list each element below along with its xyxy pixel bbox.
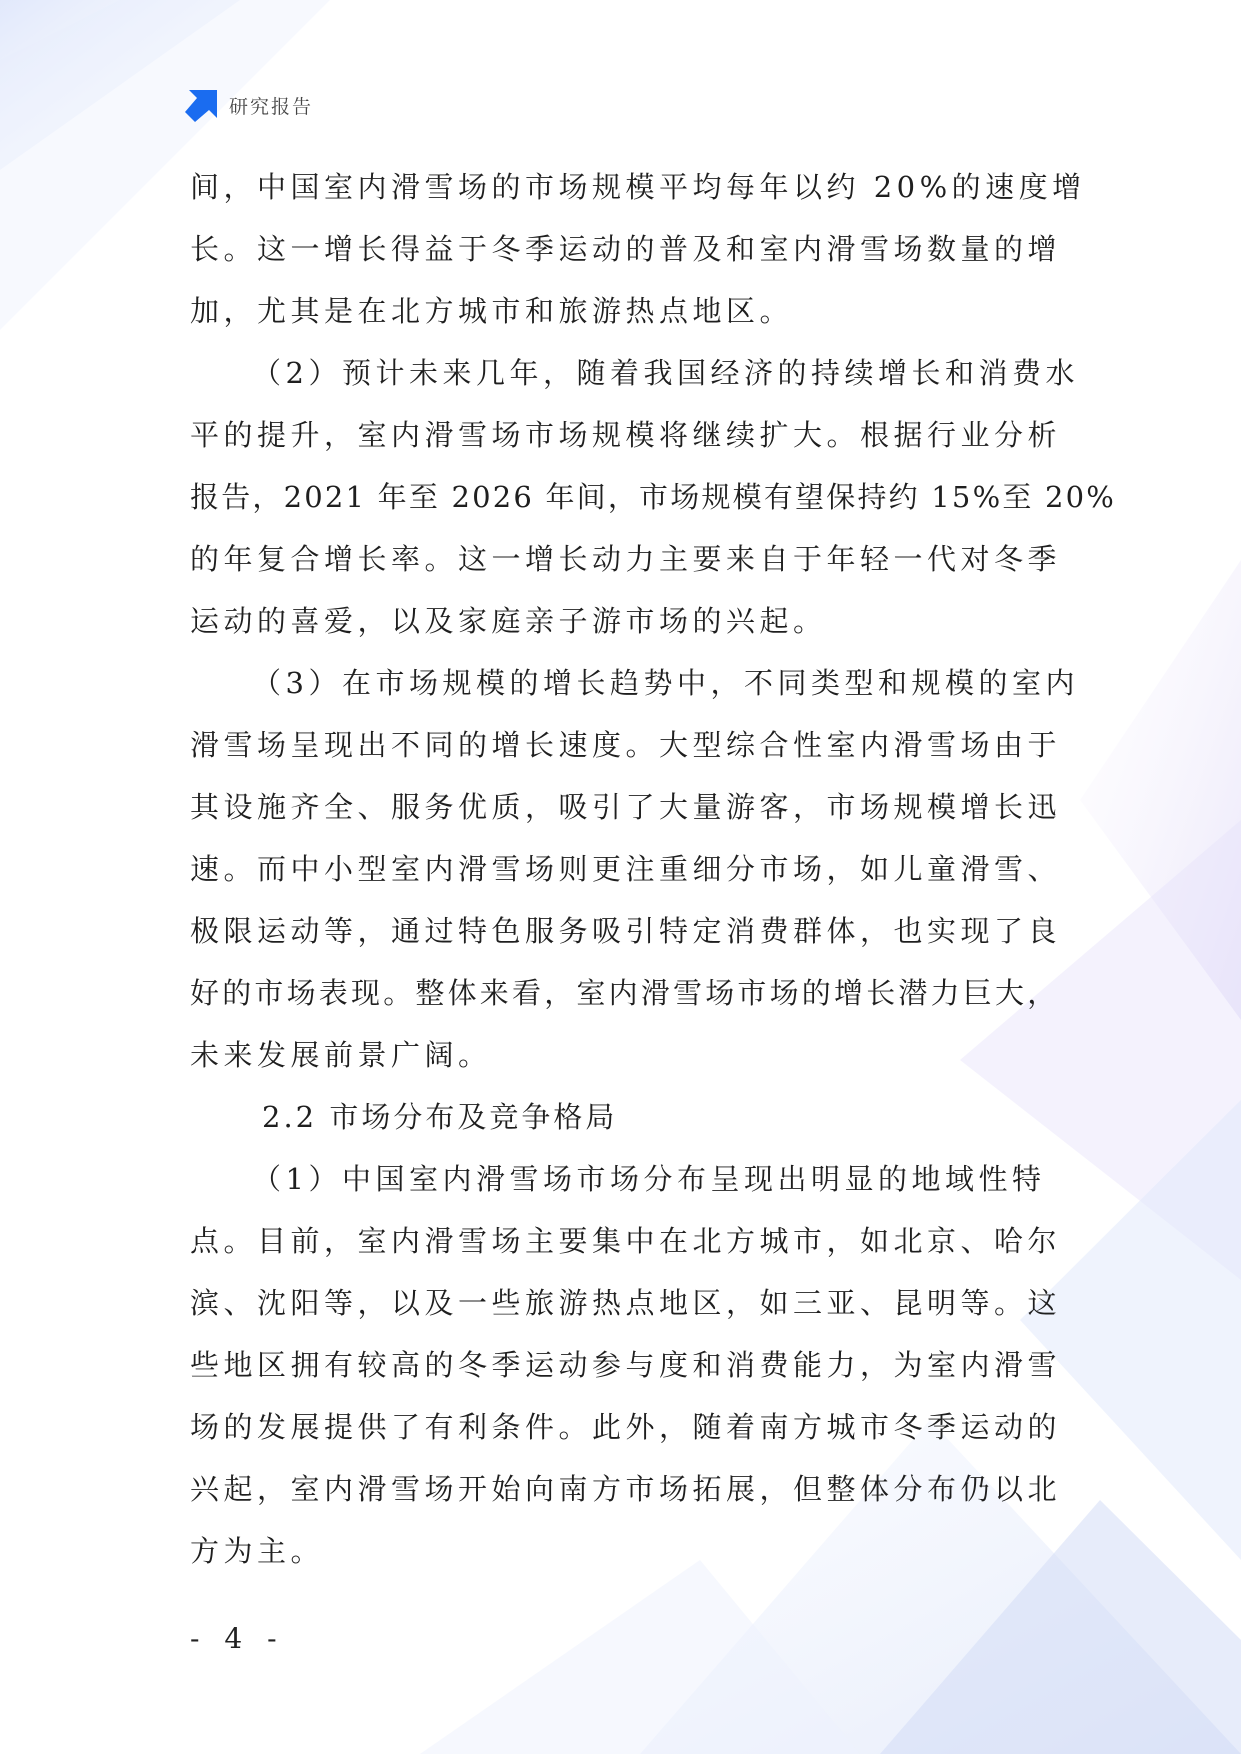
body-line: 未来发展前景广阔。: [190, 1038, 492, 1072]
body-line: （2）预计未来几年，随着我国经济的持续增长和消费水: [252, 356, 1079, 390]
body-line: 报告，2021 年至 2026 年间，市场规模有望保持约 15%至 20%: [190, 480, 1117, 514]
arrow-up-right-icon: [185, 88, 219, 122]
report-header: [185, 88, 313, 122]
body-line: 加，尤其是在北方城市和旅游热点地区。: [190, 294, 794, 328]
section-heading: 2.2 市场分布及竞争格局: [262, 1100, 618, 1134]
body-line: 场的发展提供了有利条件。此外，随着南方城市冬季运动的: [190, 1410, 1062, 1444]
body-line: （3）在市场规模的增长趋势中，不同类型和规模的室内: [252, 666, 1079, 700]
page-number: - 4 -: [190, 1622, 285, 1655]
body-line: 点。目前，室内滑雪场主要集中在北方城市，如北京、哈尔: [190, 1224, 1062, 1258]
body-line: 长。这一增长得益于冬季运动的普及和室内滑雪场数量的增: [190, 232, 1062, 266]
body-line: 速。而中小型室内滑雪场则更注重细分市场，如儿童滑雪、: [190, 852, 1062, 886]
body-line: （1）中国室内滑雪场市场分布呈现出明显的地域性特: [252, 1162, 1046, 1196]
body-line: 运动的喜爱，以及家庭亲子游市场的兴起。: [190, 604, 827, 638]
body-line: 的年复合增长率。这一增长动力主要来自于年轻一代对冬季: [190, 542, 1062, 576]
body-line: 滨、沈阳等，以及一些旅游热点地区，如三亚、昆明等。这: [190, 1286, 1062, 1320]
body-line: 些地区拥有较高的冬季运动参与度和消费能力，为室内滑雪: [190, 1348, 1062, 1382]
body-line: 好的市场表现。整体来看，室内滑雪场市场的增长潜力巨大，: [190, 976, 1060, 1010]
body-line: 方为主。: [190, 1534, 325, 1568]
body-line: 极限运动等，通过特色服务吸引特定消费群体，也实现了良: [190, 914, 1062, 948]
body-line: 滑雪场呈现出不同的增长速度。大型综合性室内滑雪场由于: [190, 728, 1062, 762]
body-line: 兴起，室内滑雪场开始向南方市场拓展，但整体分布仍以北: [190, 1472, 1062, 1506]
body-line: 平的提升，室内滑雪场市场规模将继续扩大。根据行业分析: [190, 418, 1062, 452]
header-title: 研究报告: [229, 95, 314, 118]
body-line: 其设施齐全、服务优质，吸引了大量游客，市场规模增长迅: [190, 790, 1062, 824]
report-body: [190, 156, 1117, 1582]
body-line: 间，中国室内滑雪场的市场规模平均每年以约 20%的速度增: [190, 170, 1086, 204]
